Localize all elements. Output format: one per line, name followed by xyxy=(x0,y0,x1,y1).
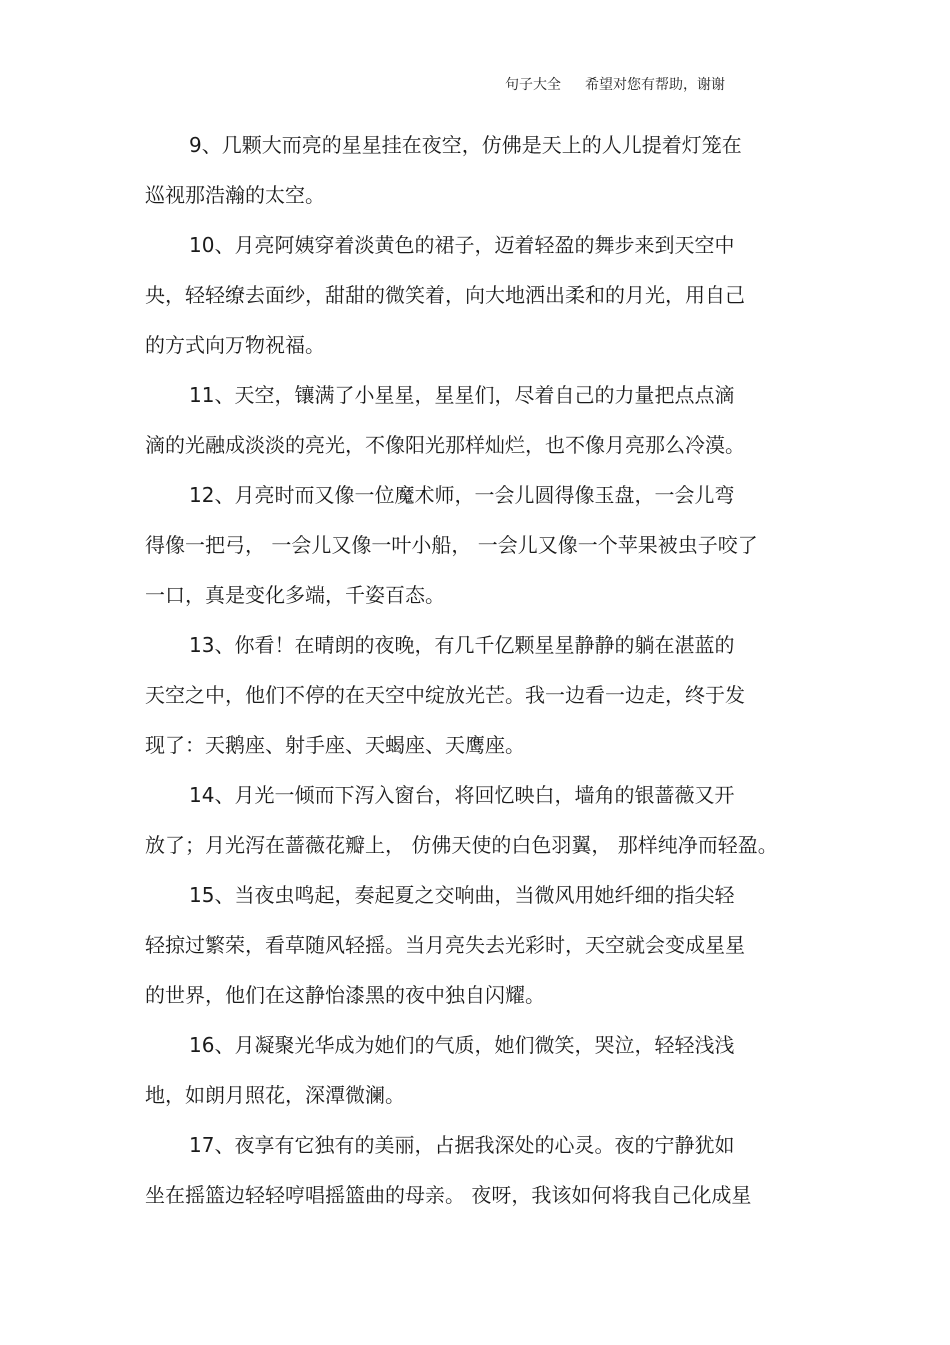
text-line: 13、你看！在晴朗的夜晚，有几千亿颗星星静静的躺在湛蓝的 xyxy=(189,633,735,657)
text-line: 放了；月光泻在蔷薇花瓣上， 仿佛天使的白色羽翼， 那样纯净而轻盈。 xyxy=(145,833,778,857)
header-left-text: 句子大全 xyxy=(505,77,561,93)
text-line: 一口，真是变化多端，千姿百态。 xyxy=(145,583,445,607)
header-right-text: 希望对您有帮助，谢谢 xyxy=(585,77,725,93)
text-line: 巡视那浩瀚的太空。 xyxy=(145,183,325,207)
text-line: 坐在摇篮边轻轻哼唱摇篮曲的母亲。 夜呀，我该如何将我自己化成星 xyxy=(145,1183,752,1207)
text-line: 得像一把弓， 一会儿又像一叶小船， 一会儿又像一个苹果被虫子咬了 xyxy=(145,533,758,557)
text-line: 17、夜享有它独有的美丽，占据我深处的心灵。夜的宁静犹如 xyxy=(189,1133,735,1157)
text-line: 地，如朗月照花，深潭微澜。 xyxy=(145,1083,405,1107)
text-line: 11、天空，镶满了小星星，星星们，尽着自己的力量把点点滴 xyxy=(189,383,735,407)
text-line: 的方式向万物祝福。 xyxy=(145,333,325,357)
text-line: 央，轻轻缭去面纱，甜甜的微笑着，向大地洒出柔和的月光，用自己 xyxy=(145,283,745,307)
text-line: 16、月凝聚光华成为她们的气质，她们微笑，哭泣，轻轻浅浅 xyxy=(189,1033,735,1057)
text-line: 的世界，他们在这静怡漆黑的夜中独自闪耀。 xyxy=(145,983,545,1007)
text-line: 15、当夜虫鸣起，奏起夏之交响曲，当微风用她纤细的指尖轻 xyxy=(189,883,735,907)
text-line: 10、月亮阿姨穿着淡黄色的裙子，迈着轻盈的舞步来到天空中 xyxy=(189,233,735,257)
text-line: 滴的光融成淡淡的亮光，不像阳光那样灿烂，也不像月亮那么冷漠。 xyxy=(145,433,745,457)
text-line: 9、几颗大而亮的星星挂在夜空，仿佛是天上的人儿提着灯笼在 xyxy=(189,133,742,157)
text-line: 天空之中，他们不停的在天空中绽放光芒。我一边看一边走，终于发 xyxy=(145,683,745,707)
text-line: 现了：天鹅座、射手座、天蝎座、天鹰座。 xyxy=(145,733,525,757)
page-header xyxy=(505,74,725,94)
text-line: 轻掠过繁荣，看草随风轻摇。当月亮失去光彩时，天空就会变成星星 xyxy=(145,933,745,957)
text-line: 12、月亮时而又像一位魔术师，一会儿圆得像玉盘，一会儿弯 xyxy=(189,483,735,507)
text-line: 14、月光一倾而下泻入窗台，将回忆映白，墙角的银蔷薇又开 xyxy=(189,783,735,807)
